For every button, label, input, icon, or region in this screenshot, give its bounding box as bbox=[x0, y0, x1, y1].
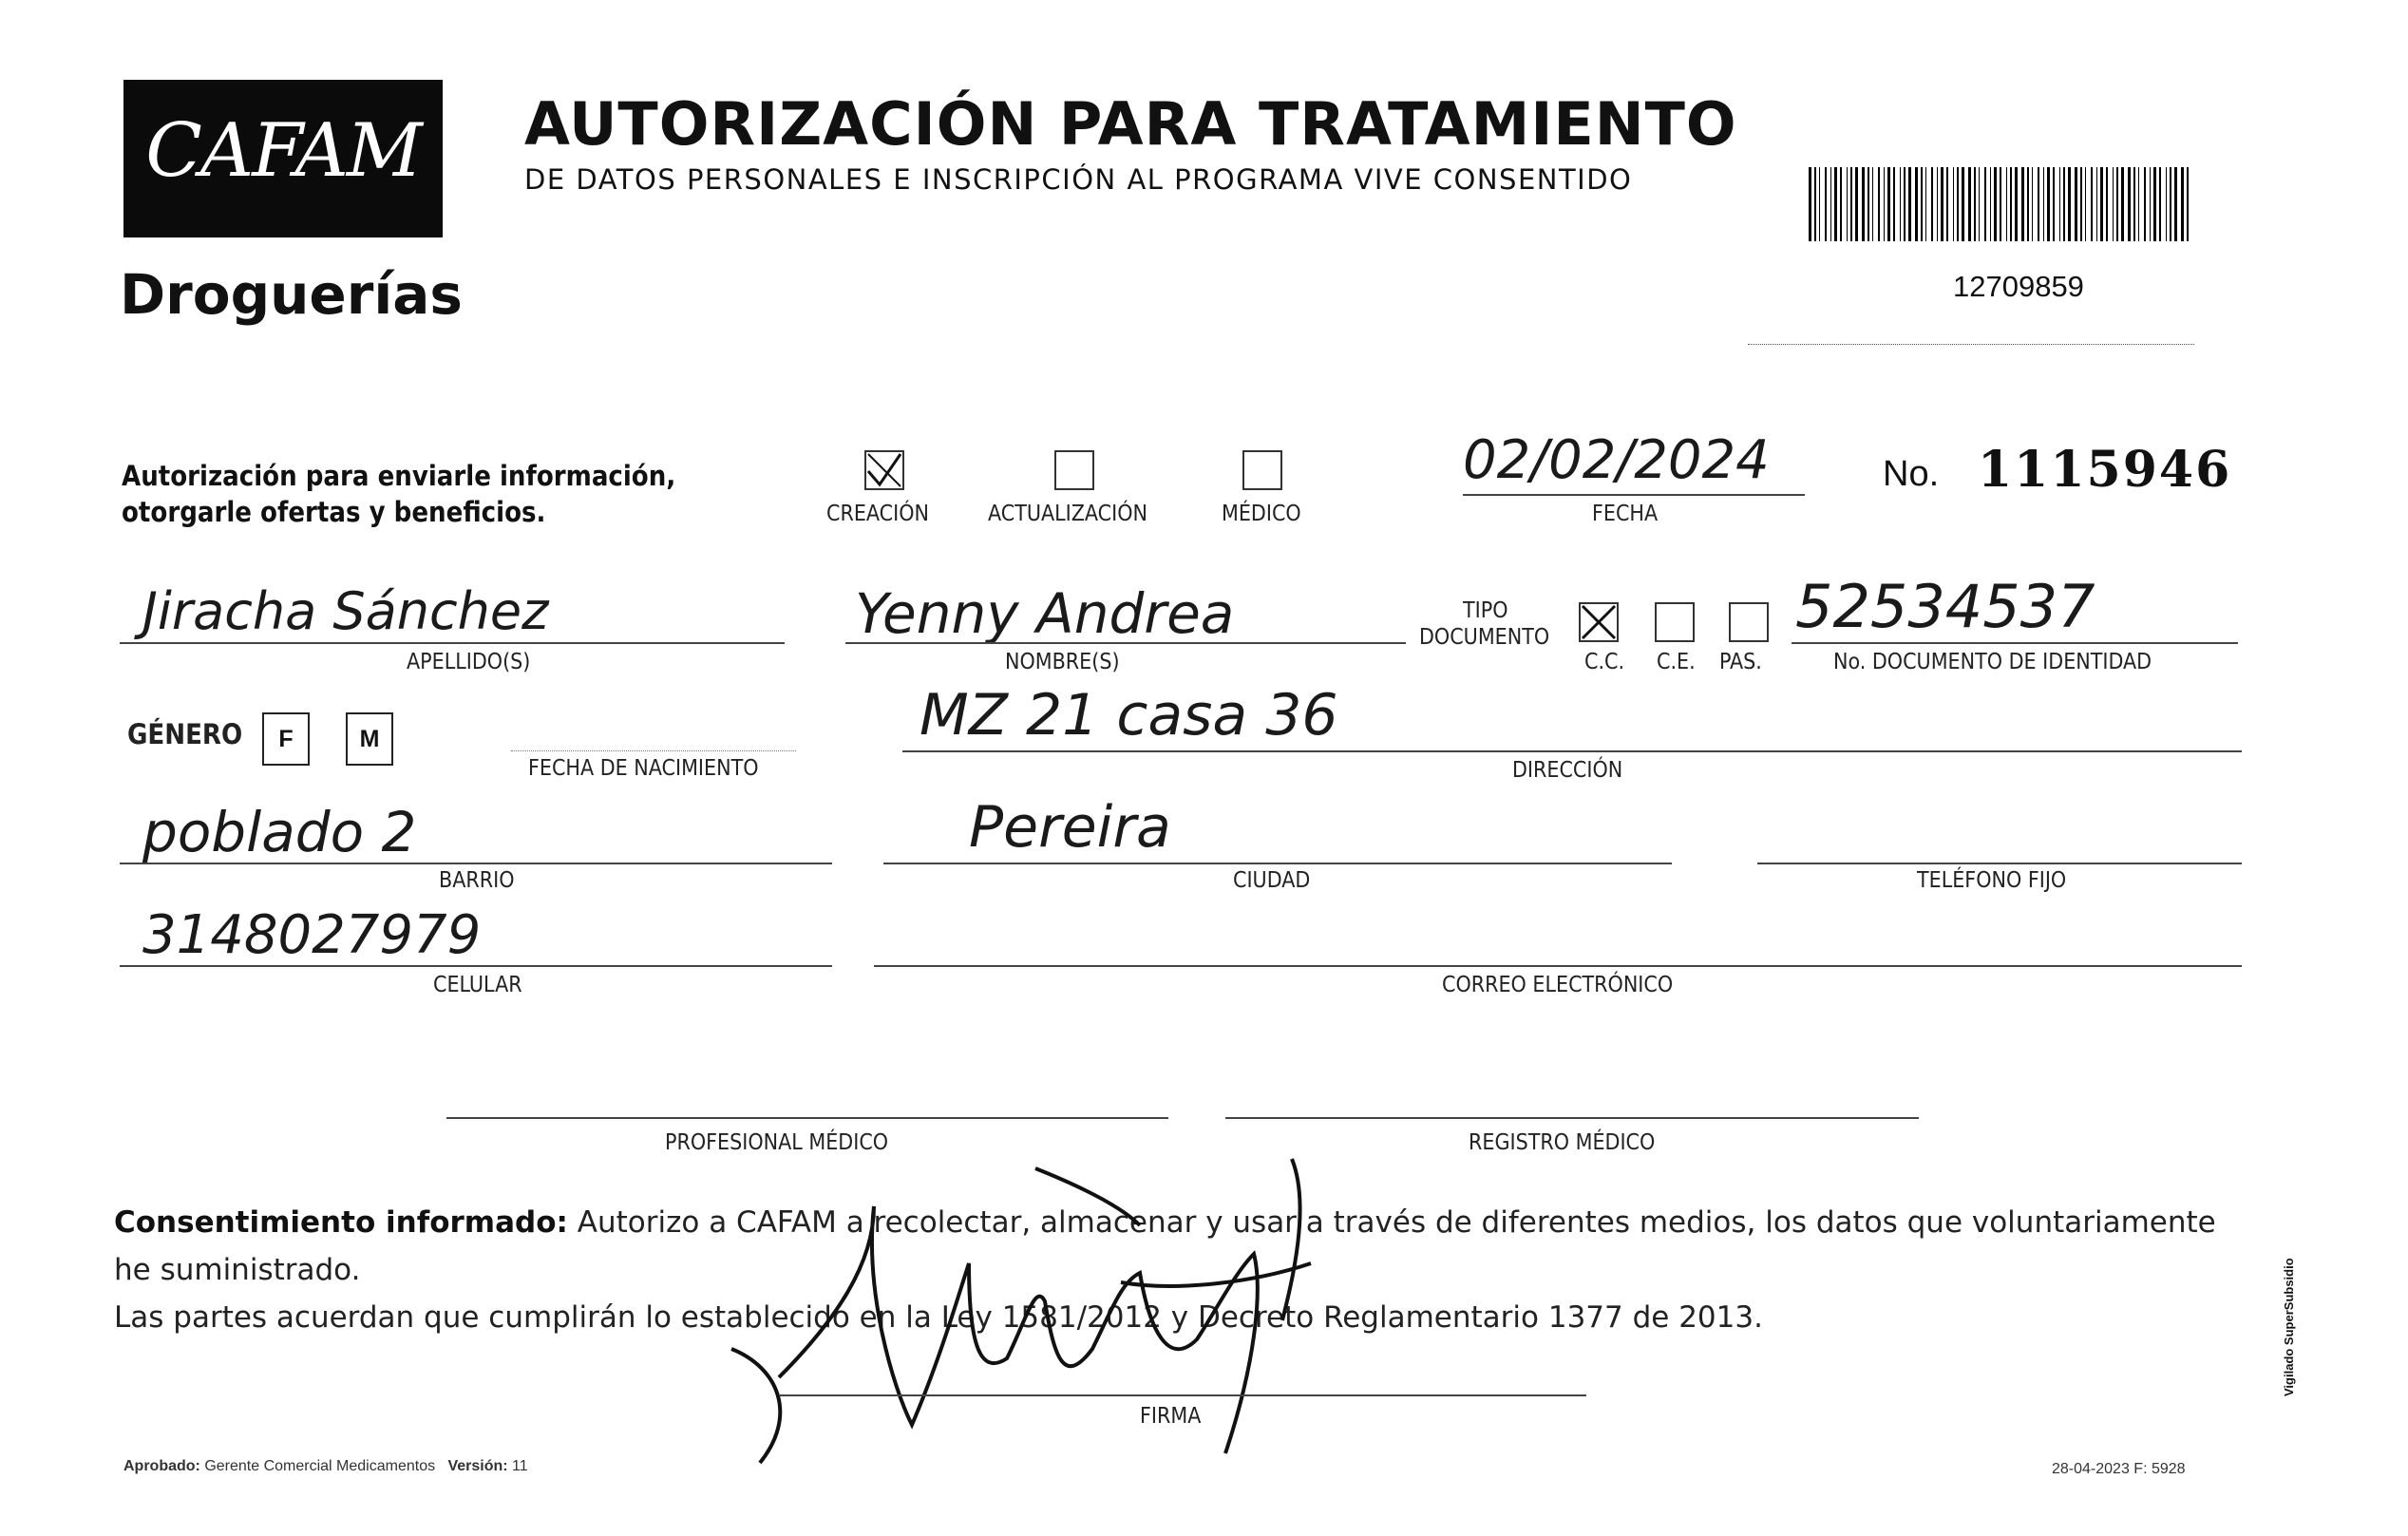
consent-text-2: Las partes acuerdan que cumplirán lo establecido en la Ley 1581/2012 y Decreto Reglamentario 1377 de 2013. bbox=[114, 1300, 1763, 1335]
direccion-line bbox=[902, 750, 2242, 752]
barcode-bar bbox=[2021, 167, 2024, 241]
barcode-bar bbox=[1847, 167, 1848, 241]
barcode-bar bbox=[2133, 167, 2135, 241]
barrio-value: poblado 2 bbox=[142, 800, 417, 864]
barcode-bar bbox=[2187, 167, 2189, 241]
apellidos-value: Jiracha Sánchez bbox=[142, 581, 549, 641]
barcode-bar bbox=[2091, 167, 2093, 241]
ce-checkbox[interactable] bbox=[1655, 602, 1695, 642]
number-label: No. bbox=[1883, 454, 1940, 494]
barcode-bar bbox=[2006, 167, 2007, 241]
barrio-line bbox=[120, 863, 832, 864]
barcode-bar bbox=[1990, 167, 1991, 241]
firma-label: FIRMA bbox=[1140, 1404, 1202, 1429]
barcode-number: 12709859 bbox=[1953, 270, 2084, 303]
barcode-bar bbox=[2153, 167, 2156, 241]
barcode-bar bbox=[1819, 167, 1820, 241]
direccion-label: DIRECCIÓN bbox=[1512, 758, 1623, 783]
barcode-bar bbox=[1962, 167, 1964, 241]
nombres-value: Yenny Andrea bbox=[855, 581, 1235, 646]
medico-label: MÉDICO bbox=[1222, 502, 1301, 526]
correo-label: CORREO ELECTRÓNICO bbox=[1442, 973, 1674, 997]
authorization-text-2: otorgarle ofertas y beneficios. bbox=[122, 496, 546, 528]
registro-line bbox=[1225, 1117, 1919, 1119]
tipo-documento-label-1: TIPO bbox=[1463, 598, 1508, 623]
nombres-label: NOMBRE(S) bbox=[1005, 650, 1120, 674]
barcode-bar bbox=[1850, 167, 1852, 241]
pas-checkbox[interactable] bbox=[1729, 602, 1769, 642]
barcode-bar bbox=[2128, 167, 2131, 241]
barcode-bar bbox=[2080, 167, 2082, 241]
barcode-bar bbox=[1984, 167, 1986, 241]
authorization-text-1: Autorización para enviarle información, bbox=[122, 460, 676, 492]
direccion-value: MZ 21 casa 36 bbox=[920, 682, 1338, 749]
genero-m-box[interactable]: M bbox=[346, 712, 393, 766]
profesional-line bbox=[446, 1117, 1168, 1119]
barcode-bar bbox=[2032, 167, 2033, 241]
barcode-bar bbox=[2121, 167, 2124, 241]
form-number: 1115946 bbox=[1978, 441, 2232, 499]
barcode-bar bbox=[1830, 167, 1831, 241]
celular-line bbox=[120, 965, 832, 967]
barcode-bar bbox=[1887, 167, 1890, 241]
barcode-bar bbox=[2063, 167, 2065, 241]
barcode-bar bbox=[2010, 167, 2012, 241]
ce-label: C.E. bbox=[1657, 650, 1696, 674]
version-label: Versión: bbox=[447, 1458, 508, 1474]
barcode-bar bbox=[2027, 167, 2029, 241]
barcode-bar bbox=[1931, 167, 1933, 241]
signature-image bbox=[722, 1149, 1444, 1510]
genero-f-box[interactable]: F bbox=[262, 712, 310, 766]
barcode-bar bbox=[2015, 167, 2018, 241]
documento-value: 52534537 bbox=[1795, 572, 2095, 641]
barcode-bar bbox=[1908, 167, 1911, 241]
barcode-bar bbox=[2170, 167, 2171, 241]
form-title: AUTORIZACIÓN PARA TRATAMIENTO bbox=[524, 89, 1737, 159]
checkmark-icon bbox=[1581, 604, 1617, 640]
barcode-bar bbox=[1878, 167, 1880, 241]
barcode-bar bbox=[2100, 167, 2103, 241]
cc-checkbox[interactable] bbox=[1579, 602, 1619, 642]
barcode-bar bbox=[2038, 167, 2039, 241]
barrio-label: BARRIO bbox=[439, 868, 515, 893]
form-subtitle: DE DATOS PERSONALES E INSCRIPCIÓN AL PROGRAMA VIVE CONSENTIDO bbox=[524, 163, 1633, 196]
cc-label: C.C. bbox=[1584, 650, 1625, 674]
consent-text-1: Autorizo a CAFAM a recolectar, almacenar y usar a través de diferentes medios, los datos que voluntariamente he suministrado. bbox=[114, 1205, 2216, 1287]
barcode-bar bbox=[2159, 167, 2161, 241]
logo-text: CAFAM bbox=[145, 108, 421, 194]
barcode-bar bbox=[1904, 167, 1906, 241]
nacimiento-line bbox=[511, 750, 796, 751]
barcode-bar bbox=[1941, 167, 1943, 241]
barcode-bar bbox=[2113, 167, 2114, 241]
actualizacion-label: ACTUALIZACIÓN bbox=[988, 502, 1147, 526]
barcode-bar bbox=[1855, 167, 1858, 241]
barcode-icon bbox=[1809, 167, 2194, 241]
registro-label: REGISTRO MÉDICO bbox=[1469, 1130, 1656, 1155]
fecha-value: 02/02/2024 bbox=[1463, 429, 1770, 491]
barcode-bar bbox=[2043, 167, 2044, 241]
side-text bbox=[2270, 1197, 2308, 1406]
celular-label: CELULAR bbox=[433, 973, 522, 997]
fecha-label: FECHA bbox=[1592, 502, 1659, 526]
barcode-bar bbox=[2174, 167, 2177, 241]
barcode-bar bbox=[1946, 167, 1948, 241]
barcode-bar bbox=[2059, 167, 2060, 241]
barcode-bar bbox=[2181, 167, 2184, 241]
apellidos-line bbox=[120, 642, 785, 644]
version-value: 11 bbox=[512, 1458, 528, 1474]
barcode-bar bbox=[2000, 167, 2001, 241]
barcode-bar bbox=[1814, 167, 1816, 241]
correo-line bbox=[874, 965, 2242, 967]
actualizacion-checkbox[interactable] bbox=[1054, 450, 1094, 490]
barcode-bar bbox=[1957, 167, 1959, 241]
barcode-bar bbox=[1809, 167, 1811, 241]
vigilado-text: Vigilado SuperSubsidio bbox=[2282, 1258, 2296, 1396]
barcode-bar bbox=[1979, 167, 1980, 241]
ciudad-line bbox=[883, 863, 1672, 864]
nacimiento-label: FECHA DE NACIMIENTO bbox=[528, 756, 759, 781]
nombres-line bbox=[845, 642, 1406, 644]
barcode-bar bbox=[2138, 167, 2139, 241]
pas-label: PAS. bbox=[1719, 650, 1762, 674]
barcode-bar bbox=[1994, 167, 1997, 241]
barcode-bar bbox=[1868, 167, 1869, 241]
barcode-bar bbox=[2144, 167, 2146, 241]
barcode-bar bbox=[1968, 167, 1971, 241]
aprobado-value: Gerente Comercial Medicamentos bbox=[204, 1458, 436, 1474]
cafam-logo bbox=[123, 80, 443, 237]
footer-right: 28-04-2023 F: 5928 bbox=[2052, 1461, 2186, 1477]
medico-checkbox[interactable] bbox=[1242, 450, 1282, 490]
barcode-bar bbox=[2166, 167, 2167, 241]
firma-line bbox=[779, 1394, 1586, 1396]
creacion-label: CREACIÓN bbox=[826, 502, 929, 526]
apellidos-label: APELLIDO(S) bbox=[407, 650, 531, 674]
barcode-bar bbox=[2075, 167, 2077, 241]
barcode-bar bbox=[2150, 167, 2151, 241]
barcode-bar bbox=[1900, 167, 1901, 241]
consent-heading: Consentimiento informado: bbox=[114, 1205, 568, 1240]
telefono-line bbox=[1757, 863, 2242, 864]
divider bbox=[1748, 344, 2194, 345]
ciudad-value: Pereira bbox=[969, 794, 1171, 861]
footer-left bbox=[123, 1458, 528, 1475]
barcode-bar bbox=[2106, 167, 2108, 241]
barcode-bar bbox=[2085, 167, 2086, 241]
documento-line bbox=[1792, 642, 2238, 644]
telefono-label: TELÉFONO FIJO bbox=[1917, 868, 2067, 893]
barcode-bar bbox=[1974, 167, 1976, 241]
barcode-bar bbox=[1872, 167, 1873, 241]
fecha-line bbox=[1463, 494, 1805, 496]
barcode-bar bbox=[2053, 167, 2055, 241]
checkmark-icon bbox=[866, 452, 902, 488]
celular-value: 3148027979 bbox=[142, 904, 482, 966]
barcode-bar bbox=[1921, 167, 1923, 241]
barcode-bar bbox=[1953, 167, 1954, 241]
barcode-bar bbox=[1893, 167, 1895, 241]
genero-label: GÉNERO bbox=[127, 718, 243, 750]
barcode-bar bbox=[2047, 167, 2050, 241]
profesional-label: PROFESIONAL MÉDICO bbox=[665, 1130, 889, 1155]
tipo-documento-label-2: DOCUMENTO bbox=[1419, 625, 1550, 650]
barcode-bar bbox=[1862, 167, 1865, 241]
barcode-bar bbox=[1884, 167, 1885, 241]
aprobado-label: Aprobado: bbox=[123, 1458, 200, 1474]
barcode-bar bbox=[1915, 167, 1918, 241]
barcode-bar bbox=[1925, 167, 1926, 241]
documento-label: No. DOCUMENTO DE IDENTIDAD bbox=[1833, 650, 2152, 674]
barcode-bar bbox=[1937, 167, 1938, 241]
barcode-bar bbox=[1840, 167, 1842, 241]
barcode-bar bbox=[2068, 167, 2071, 241]
brand-subtitle: Droguerías bbox=[120, 262, 463, 327]
barcode-bar bbox=[1834, 167, 1837, 241]
ciudad-label: CIUDAD bbox=[1233, 868, 1311, 893]
barcode-bar bbox=[1825, 167, 1827, 241]
barcode-bar bbox=[2096, 167, 2097, 241]
barcode-bar bbox=[2116, 167, 2118, 241]
creacion-checkbox[interactable] bbox=[864, 450, 904, 490]
